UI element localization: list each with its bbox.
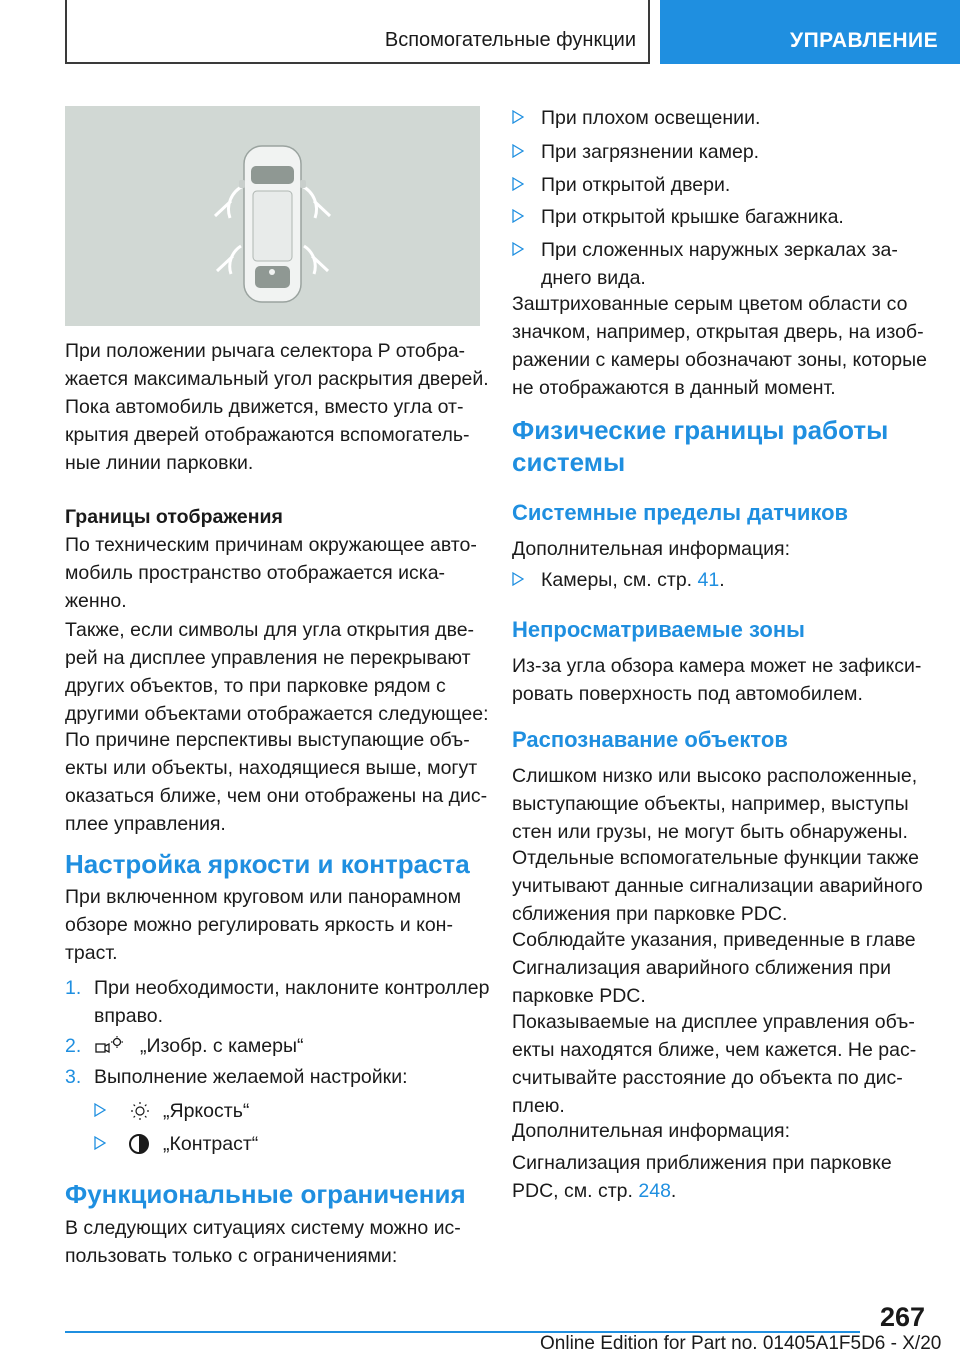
bullet-triangle-icon [512, 572, 524, 586]
display-limits-heading: Границы отображения [65, 506, 283, 528]
camera-view-icon [94, 1035, 124, 1057]
display-limits-paragraph-1: По техническим причинам окружающее авто- мобиль пространство отображается иска- женно. [65, 534, 477, 612]
page-number: 267 [880, 1302, 926, 1332]
brightness-contrast-heading: Настройка яркости и контраста [65, 849, 470, 879]
bullet-triangle-icon [512, 209, 524, 223]
display-limits-paragraph-3: По причине перспективы выступающие объ- екты или объекты, находящиеся выше, могут оказаться ближе, чем они отображены на дис- плее управления. [65, 729, 488, 835]
header-section-tab [660, 0, 960, 64]
hatched-areas-paragraph: Заштрихованные серым цветом области со значком, например, открытая дверь, на изоб- ражении с камеры обозначают зоны, которые не отображаются в данный момент. [512, 293, 927, 399]
recognition-paragraph-1: Слишком низко или высоко расположенные, выступающие объекты, например, выступы стен или грузы, не могут быть обнаружены. [512, 765, 918, 843]
limitations-paragraph: В следующих ситуациях систему можно ис- пользовать только с ограничениями: [65, 1217, 461, 1267]
sensor-limits-heading: Системные пределы датчиков [512, 500, 849, 525]
intro-paragraph: При положении рычага селектора P отобра- жается максимальный угол раскрытия дверей. Пока автомобиль движется, вместо угла от- крытия дверей отображаются вспомогатель- ные линии парковки. [65, 340, 489, 474]
more-info-label: Дополнительная информация: [512, 538, 791, 560]
contrast-icon [127, 1132, 151, 1156]
blind-zones-paragraph: Из-за угла обзора камера может не зафикси- ровать поверхность под автомобилем. [512, 655, 922, 705]
bullet-triangle-icon [512, 242, 524, 256]
blind-zones-heading: Непросматриваемые зоны [512, 617, 805, 642]
display-limits-paragraph-2: Также, если символы для угла открытия две- рей на дисплее управления не перекрывают других объектов, то при парковке рядом с другими объектами отображается следующее: [65, 619, 489, 725]
bullet-triangle-icon [512, 144, 524, 158]
section-title: УПРАВЛЕНИЕ [790, 29, 939, 52]
brightness-icon [129, 1100, 151, 1122]
header-chapter-box [65, 0, 650, 64]
car-door-opening-illustration [65, 106, 480, 326]
functional-limitations-heading: Функциональные ограничения [65, 1179, 466, 1209]
more-info-label: Дополнительная информация: [512, 1120, 791, 1142]
page-link-248[interactable]: 248 [638, 1180, 671, 1202]
brightness-paragraph: При включенном круговом или панорамном обзоре можно регулировать яркость и кон- траст. [65, 886, 462, 964]
object-recognition-heading: Распознавание объектов [512, 727, 788, 752]
bullet-triangle-icon [94, 1103, 106, 1117]
chapter-title: Вспомогательные функции [384, 29, 636, 51]
recognition-paragraph-2: Отдельные вспомогательные функции также учитывают данные сигнализации аварийного сближения при парковке PDC. [512, 847, 923, 925]
physical-limits-heading: Физические границы работы системы [512, 415, 889, 477]
bullet-triangle-icon [512, 110, 524, 124]
page-link-41[interactable]: 41 [697, 569, 720, 591]
car-top-view-image [65, 106, 480, 326]
pdc-reference: Сигнализация приближения при парковке PDC, см. стр. 248. [512, 1152, 892, 1202]
recognition-paragraph-3: Соблюдайте указания, приведенные в главе Сигнализация аварийного сближения при парковке PDC. [512, 929, 916, 1007]
recognition-paragraph-4: Показываемые на дисплее управления объ- екты находятся ближе, чем кажется. Не рас- считывайте расстояние до объекта по дис- плею. [512, 1011, 917, 1117]
bullet-triangle-icon [512, 177, 524, 191]
bullet-triangle-icon [94, 1136, 106, 1150]
edition-footer: Online Edition for Part no. 01405A1F5D6 - X/20 [540, 1333, 942, 1354]
